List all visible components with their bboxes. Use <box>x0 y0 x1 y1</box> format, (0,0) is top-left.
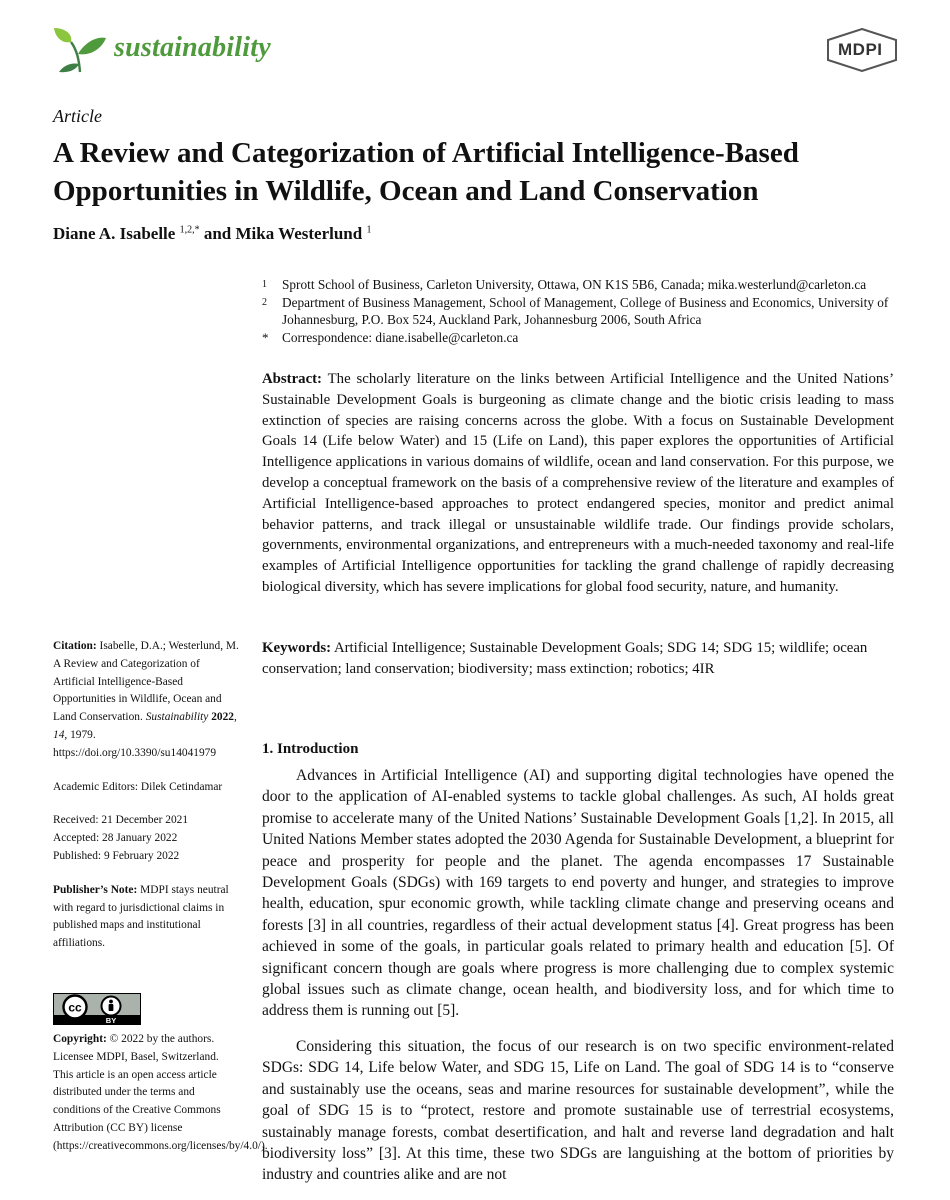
keywords-text: Artificial Intelligence; Sustainable Development Goals; SDG 14; SDG 15; wildlife; ocean conservation; land conservation; biodiversity; mass extinction; robotics; 4IR <box>262 640 868 677</box>
citation: Citation: Isabelle, D.A.; Westerlund, M. A Review and Categorization of Artificial Intelligence-Based Opportunities in Wildlife, Ocean and Land Conservation. Sustainability 2022, 14, 1979. https://doi.org/10.3390/su14041979 <box>53 640 239 759</box>
publisher-note-label: Publisher’s Note: <box>53 883 138 896</box>
abstract-label: Abstract: <box>262 371 322 387</box>
author-name: Diane A. Isabelle <box>53 224 176 243</box>
by-label: BY <box>105 1016 117 1025</box>
keywords-label: Keywords: <box>262 640 332 656</box>
journal-name: sustainability <box>114 32 271 63</box>
paper-title: A Review and Categorization of Artificial Intelligence-Based Opportunities in Wildlife, Ocean and Land Conservation <box>53 137 799 207</box>
affiliation-marker: * <box>262 329 269 345</box>
publisher-note <box>53 882 239 953</box>
abstract-text: The scholarly literature on the links between Artificial Intelligence and the United Nations’ Sustainable Development Goals is burgeoning as climate change and the biotic crisis leading to mass extinction of species are raising concerns across the globe. With a focus on Sustainable Development Goals 14 (Life below Water) and 15 (Life on Land), this paper explores the opportunities of Artificial Intelligence applications in various domains of wildlife, ocean and land conservation. For this purpose, we develop a conceptual framework on the basis of a comprehensive review of the literature and examples of Artificial Intelligence-based approaches to protect endangered species, monitor and predict animal behavior patterns, and track illegal or unsustainable wildlife trade. Our findings provide scholars, governments, environmental organizations, and entrepreneurs with a much-needed taxonomy and real-life examples of Artificial Intelligence opportunities for tackling the grand challenge of rapidly decreasing biological diversity, which has severe implications for global food security, nature, and humanity. <box>262 371 894 595</box>
affiliation-text: Department of Business Management, School of Management, College of Business and Economics, University of Johannesburg, P.O. Box 524, Auckland Park, Johannesburg 2006, South Africa <box>282 294 889 327</box>
affiliations <box>262 276 912 346</box>
affiliation-marker: 2 <box>262 296 267 308</box>
received-date: Received: 21 December 2021 <box>53 814 189 827</box>
body-paragraph: Advances in Artificial Intelligence (AI) and supporting digital technologies have opened the door to the application of AI-enabled systems to tackle global challenges. As such, AI holds great promise to accelerate many of the United Nations’ Sustainable Development Goals [1,2]. In 2015, all United Nations Member states adopted the 2030 Agenda for Sustainable Development, a blueprint for peace and prosperity for people and the planet. The agenda encompasses 17 Sustainable Development Goals (SDGs) with 169 targets to end poverty and hunger, and strategies to improve health, education, spur economic growth, while tackling climate change and preserving oceans and forests [3] in all countries, regardless of their actual development status [4]. Great progress has been achieved in some of the goals, in particular goals related to primary health and education [5]. Of significant concern though are goals where progress is more challenging due to complex systemic global issues such as climate change, ocean health, and biodiversity loss, and for which time to address them is running out [5]. <box>262 767 894 1020</box>
article-type: Article <box>53 106 102 126</box>
body-paragraph: Considering this situation, the focus of our research is on two specific environment-related SDGs: SDG 14, Life below Water, and SDG 15, Life on Land. The goal of SDG 14 is to “conserve and sustainably use the oceans, seas and marine resources for sustainable development”, while the goal of SDG 15 is to “protect, restore and promote sustainable use of terrestrial ecosystems, sustainably manage forests, combat desertification, and halt and reverse land degradation and halt biodiversity loss” [3]. At this time, these two SDGs are languishing at the bottom of priorities by industry and countries alike and are not <box>262 1038 894 1184</box>
affiliation-item <box>262 294 912 329</box>
citation-label: Citation: <box>53 640 97 652</box>
accepted-date: Accepted: 28 January 2022 <box>53 832 178 845</box>
affiliation-item <box>262 276 912 294</box>
copyright <box>53 1031 268 1156</box>
publisher-note-text: MDPI stays neutral with regard to jurisdictional claims in published maps and institutional affiliations. <box>53 883 229 950</box>
publisher-name: MDPI <box>838 40 883 59</box>
abstract <box>262 369 894 598</box>
cc-by-license-badge[interactable] <box>53 993 141 1025</box>
author-affiliation-marks: 1 <box>366 224 372 236</box>
citation-text: Isabelle, D.A.; Westerlund, M. A Review and Categorization of Artificial Intelligence-Based Opportunities in Wildlife, Ocean and Land Conservation. <box>53 640 239 724</box>
correspondence-text: Correspondence: diane.isabelle@carleton.ca <box>282 329 519 345</box>
correspondence-item <box>262 329 912 347</box>
person-icon <box>109 1000 113 1004</box>
author-conjunction: and <box>203 224 232 243</box>
author-name: Mika Westerlund <box>235 224 363 243</box>
leaf-logo-icon <box>53 26 107 74</box>
section-title: 1. Introduction <box>262 741 359 757</box>
sidebar-metadata <box>53 638 268 1156</box>
affiliation-marker: 1 <box>262 279 267 290</box>
citation-doi[interactable]: 1979. https://doi.org/10.3390/su14041979 <box>53 728 217 759</box>
citation-year: 2022 <box>211 711 234 724</box>
author-list <box>53 224 371 244</box>
citation-journal: Sustainability <box>145 711 209 724</box>
citation-volume: 14 <box>53 728 65 741</box>
academic-editors: Academic Editors: Dilek Cetindamar <box>53 780 223 793</box>
journal-header <box>0 0 950 90</box>
cc-icon: cc <box>68 1000 82 1015</box>
keywords <box>262 638 894 680</box>
author-affiliation-marks: 1,2,* <box>179 224 200 236</box>
copyright-label: Copyright: <box>53 1032 107 1045</box>
copyright-text: © 2022 by the authors. Licensee MDPI, Basel, Switzerland. This article is an open access article distributed under the terms and conditions of the Creative Commons Attribution (CC BY) license (https://creativecommons.org/licenses/by/4.0/). <box>53 1032 268 1152</box>
affiliation-text: Sprott School of Business, Carleton University, Ottawa, ON K1S 5B6, Canada; mika.westerlund@carleton.ca <box>282 277 867 292</box>
published-date: Published: 9 February 2022 <box>53 849 180 862</box>
